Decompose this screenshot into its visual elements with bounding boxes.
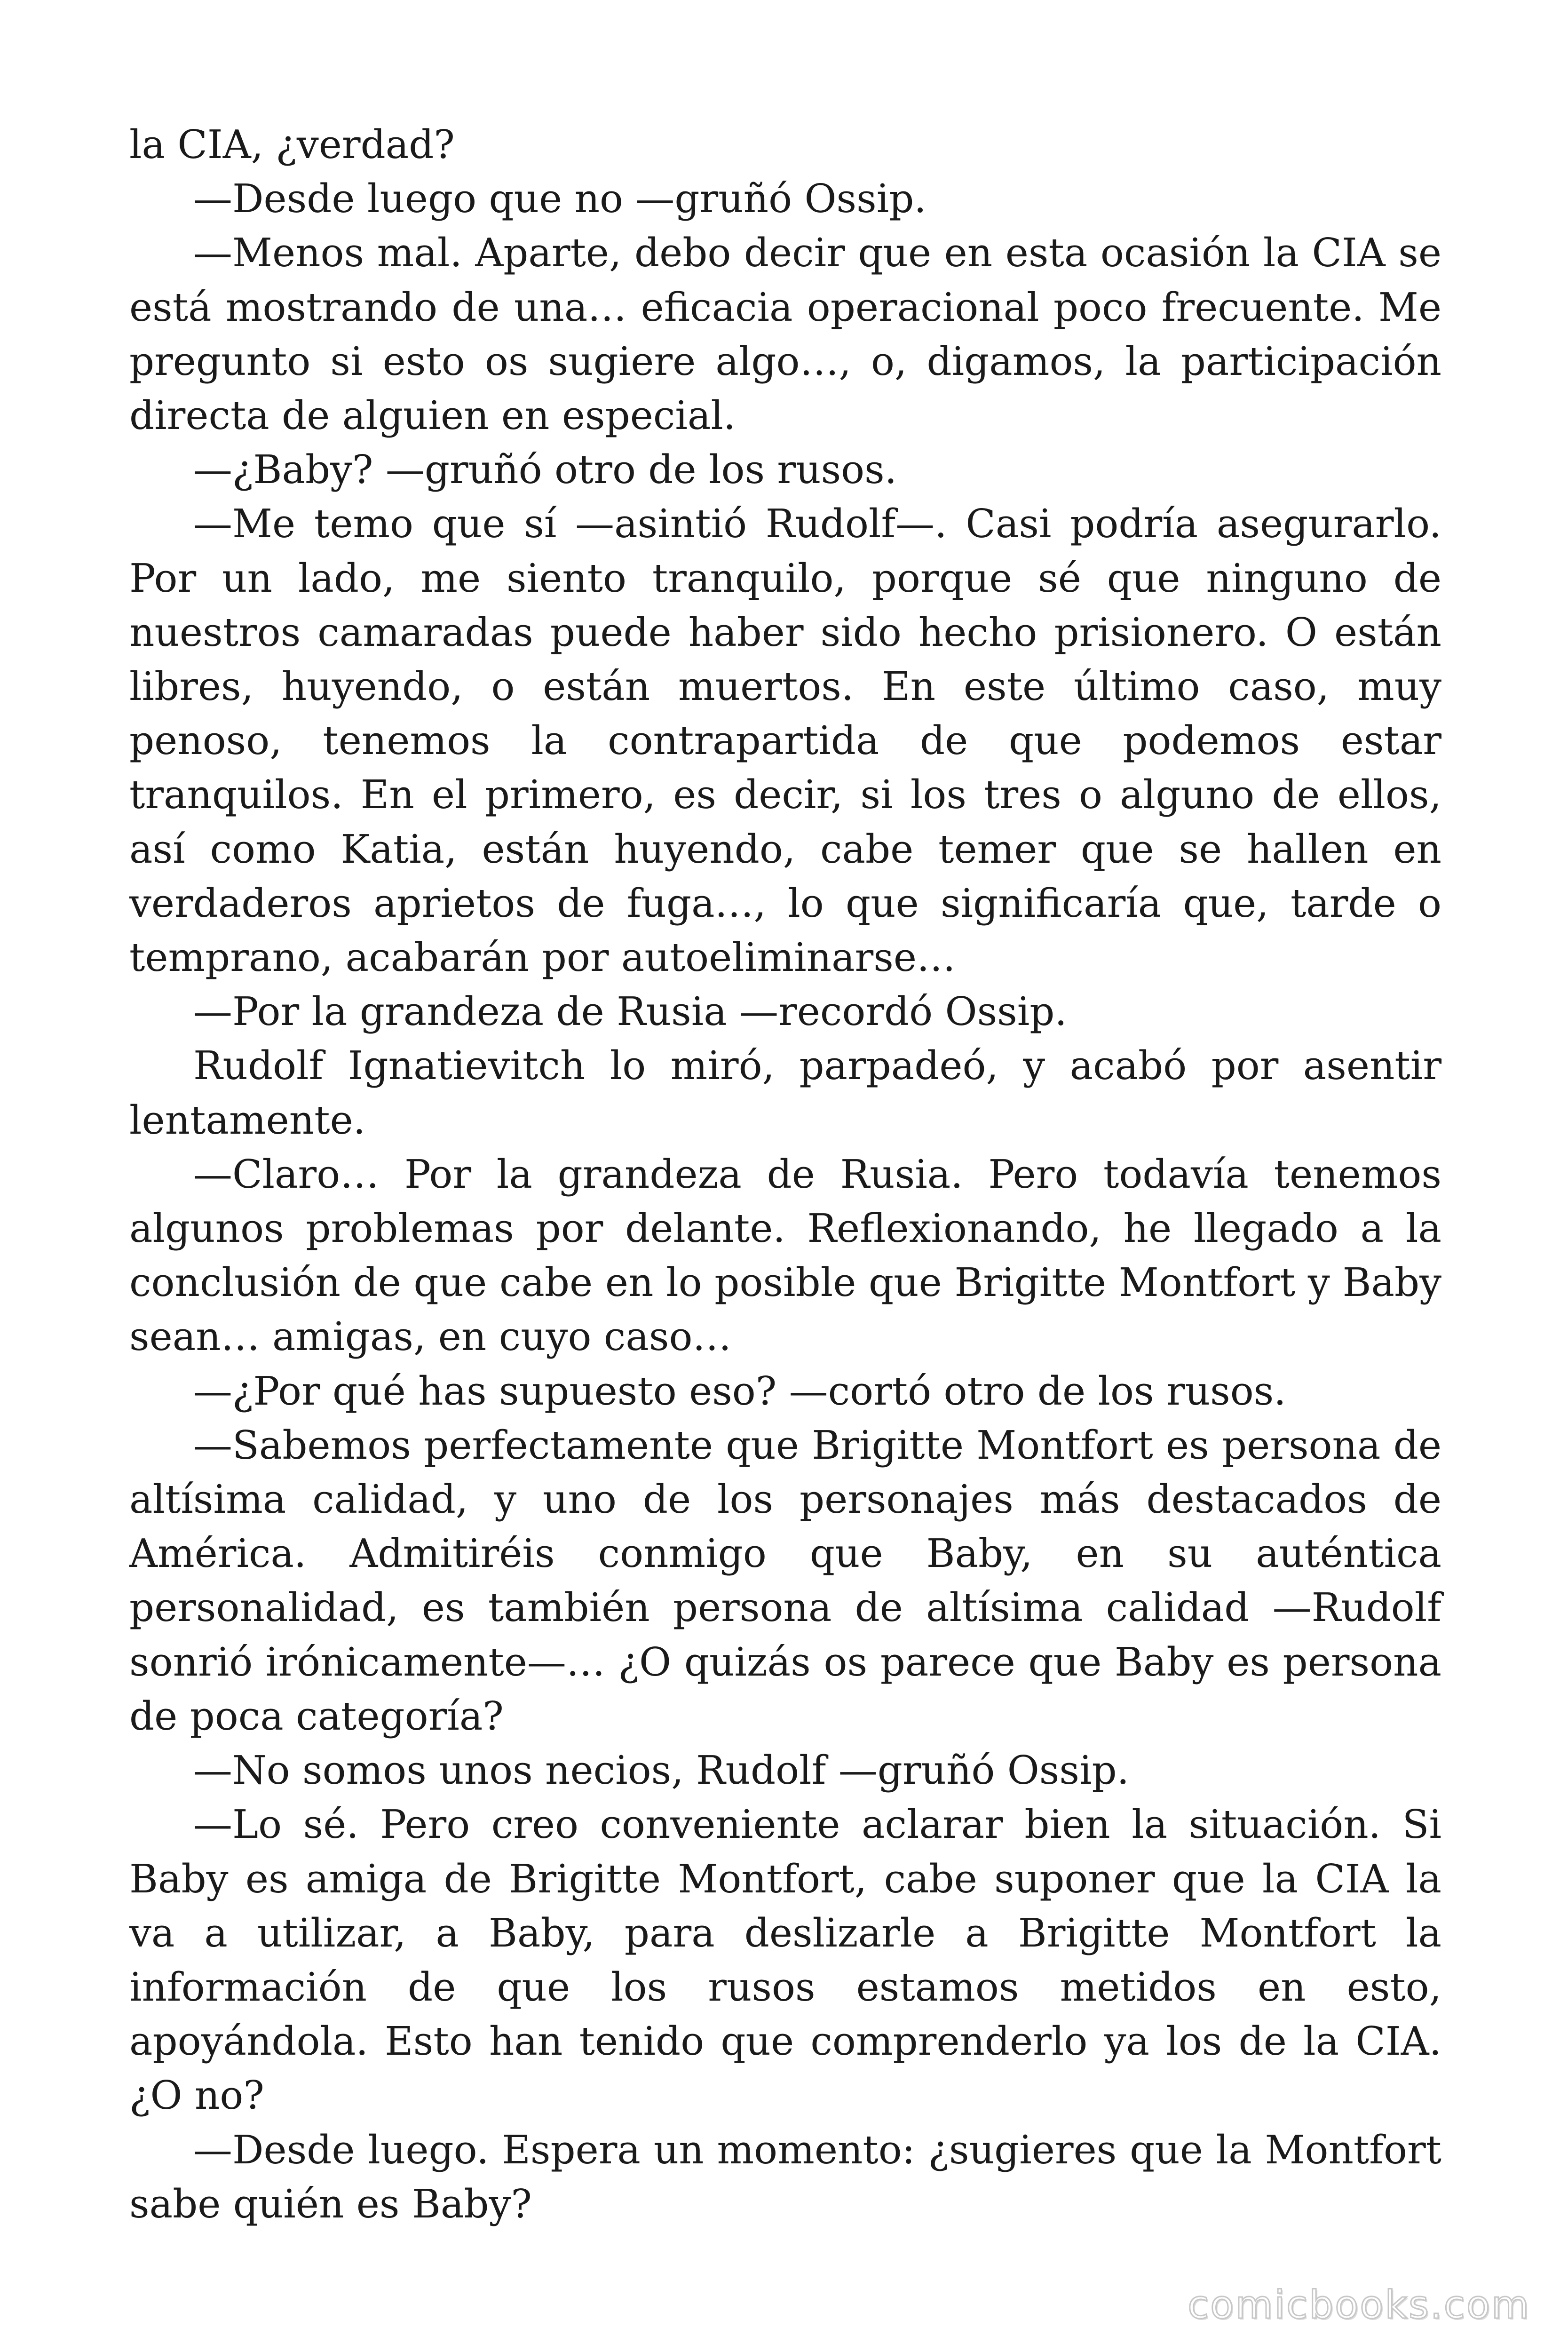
paragraph: —Desde luego que no —gruñó Ossip.	[193, 176, 927, 222]
paragraph: —No somos unos necios, Rudolf —gruñó Ossip.	[193, 1748, 1130, 1794]
paragraph: —Sabemos perfectamente que Brigitte Montfort es persona de altísima calidad, y uno de los personajes más destacados de América. Admitiréis conmigo que Baby, en su auténtica personalidad, es también persona de altísima calidad —Rudolf sonrió irónicamente—… ¿O quizás os parece que Baby es persona de poca categoría?	[129, 1422, 1441, 1739]
paragraph: —Claro… Por la grandeza de Rusia. Pero todavía tenemos algunos problemas por delante. Reflexionando, he llegado a la conclusión de que cabe en lo posible que Brigitte Montfort y Baby sean… amigas, en cuyo caso…	[129, 1151, 1441, 1360]
paragraph-continuation: la CIA, ¿verdad?	[129, 122, 455, 167]
paragraph: —Desde luego. Espera un momento: ¿sugieres que la Montfort sabe quién es Baby?	[129, 2127, 1441, 2227]
paragraph: —¿Baby? —gruñó otro de los rusos.	[193, 447, 897, 493]
paragraph: Rudolf Ignatievitch lo miró, parpadeó, y acabó por asentir lentamente.	[129, 1043, 1441, 1143]
paragraph: —Menos mal. Aparte, debo decir que en esta ocasión la CIA se está mostrando de una… eficacia operacional poco frecuente. Me pregunto si esto os sugiere algo…, o, digamos, la participación directa de alguien en especial.	[129, 230, 1441, 439]
paragraph: —¿Por qué has supuesto eso? —cortó otro de los rusos.	[193, 1368, 1286, 1414]
watermark-text: comicbooks.com	[1188, 2283, 1530, 2328]
paragraph: —Me temo que sí —asintió Rudolf—. Casi podría asegurarlo. Por un lado, me siento tranquilo, porque sé que ninguno de nuestros camaradas puede haber sido hecho prisionero. O están libres, huyendo, o están muertos. En este último caso, muy penoso, tenemos la contrapartida de que podemos estar tranquilos. En el primero, es decir, si los tres o alguno de ellos, así como Katia, están huyendo, cabe temer que se hallen en verdaderos aprietos de fuga…, lo que significaría que, tarde o temprano, acabarán por autoeliminarse…	[129, 501, 1441, 981]
paragraph: —Lo sé. Pero creo conveniente aclarar bien la situación. Si Baby es amiga de Brigitte Montfort, cabe suponer que la CIA la va a utilizar, a Baby, para deslizarle a Brigitte Montfort la información de que los rusos estamos metidos en esto, apoyándola. Esto han tenido que comprenderlo ya los de la CIA. ¿O no?	[129, 1802, 1441, 2119]
body-text	[129, 118, 1441, 2231]
paragraph: —Por la grandeza de Rusia —recordó Ossip.	[193, 989, 1067, 1035]
